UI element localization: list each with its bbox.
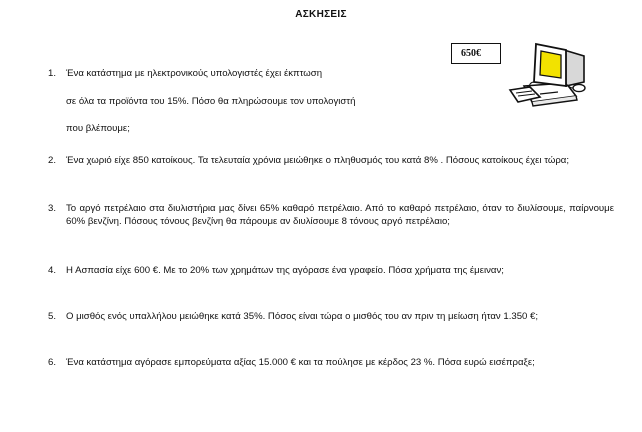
exercise-6 <box>48 357 614 370</box>
exercise-number: 5. <box>48 311 57 322</box>
exercise-number: 4. <box>48 265 57 276</box>
exercise-text-line: που βλέπουμε; <box>66 123 130 134</box>
exercise-4 <box>48 265 614 278</box>
exercise-text: Η Ασπασία είχε 600 €. Με το 20% των χρημάτων της αγόρασε ένα γραφείο. Πόσα χρήματα της έμειναν; <box>66 265 504 276</box>
exercise-number: 1. <box>48 68 57 79</box>
exercise-number: 6. <box>48 357 57 368</box>
exercise-text: Το αργό πετρέλαιο στα διυλιστήρια μας δίνει 65% καθαρό πετρέλαιο. Από το καθαρό πετρέλαιο, όταν το διυλίσουμε, παίρνουμε 60% βενζίνη. Πόσους τόνους βενζίνη θα πάρουμε αν διυλίσουμε 8 τόνους αργό πετρέλαιο; <box>66 203 614 227</box>
exercise-text: Ένα κατάστημα αγόρασε εμπορεύματα αξίας 15.000 € και τα πούλησε με κέρδος 23 %. Πόσα ευρώ εισέπραξε; <box>66 357 535 368</box>
exercise-5 <box>48 311 614 324</box>
price-tag: 650€ <box>451 43 501 64</box>
exercise-text: Ο μισθός ενός υπαλλήλου μειώθηκε κατά 35%. Πόσος είναι τώρα ο μισθός του αν πριν τη μείωση ήταν 1.350 €; <box>66 311 539 322</box>
page-title: ΑΣΚΗΣΕΙΣ <box>295 9 347 20</box>
exercise-text-line: Ένα κατάστημα με ηλεκτρονικούς υπολογιστές έχει έκπτωση <box>66 68 323 79</box>
exercise-1 <box>48 68 614 151</box>
exercise-3 <box>48 203 614 228</box>
exercise-text-line: σε όλα τα προϊόντα του 15%. Πόσο θα πληρώσουμε τον υπολογιστή <box>66 95 356 107</box>
exercise-number: 2. <box>48 155 57 166</box>
exercise-number: 3. <box>48 203 57 214</box>
exercise-2 <box>48 155 614 168</box>
exercise-text: Ένα χωριό είχε 850 κατοίκους. Τα τελευταία χρόνια μειώθηκε ο πληθυσμός του κατά 8% . Πόσους κατοίκους έχει τώρα; <box>66 155 570 166</box>
